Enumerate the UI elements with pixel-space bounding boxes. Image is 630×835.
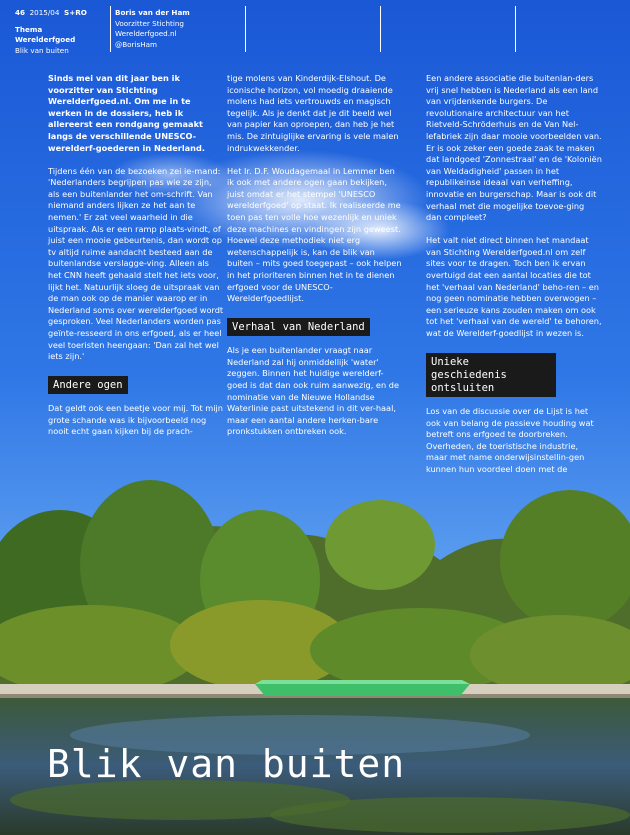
issue-date: 2015/04 [29,8,60,17]
author-name: Boris van der Ham [115,8,190,17]
article-lead: Sinds mei van dit jaar ben ik voorzitter van Stichting Werelderfgoed.nl. Om me in te werken in de dossiers, heb ik allereerst een rondgang gemaakt langs de verschillende UNESCO-werelderf-goederen in Nederland. [48,73,205,153]
article-paragraph: Los van de discussie over de Lijst is het ook van belang de passieve houding wat betreft ons erfgoed te doorbreken. Overheden, de toeristische industrie, maar met name onderwijsinstellin-gen kunnen hun voordeel doen met de [426,406,594,475]
article-paragraph: Tijdens één van de bezoeken zei ie-mand: 'Nederlanders begrijpen pas wie ze zijn, als een buitenlander het om-schrift. Van niemand anders lijken ze het aan te nemen.' Er zat veel waarheid in die uitspraak. Als er een ramp plaats-vindt, of juist een mooie gebeurtenis, dan wordt op tv altijd ruime aandacht besteed aan de buitenlandse verslagge-ving. Alleen als het CNN heeft gehaald stelt het iets voor, lijkt het. Natuurlijk sloeg de uitspraak van de man ook op de manier waarop er in Nederland soms over werelderfgoed wordt gesproken. Veel Nederlanders worden pas geïnte-resseerd in ons erfgoed, als er heel veel toeristen heengaan: 'Dan zal het wel iets zijn.' [48,165,224,362]
article-paragraph: Het Ir. D.F. Woudagemaal in Lemmer ben ik ook met andere ogen gaan bekijken, juist omdat er het stempel 'UNESCO werelderfgoed' op staat. Ik realiseerde me toen pas ten volle hoe wezenlijk en uniek deze machines en vindingen zijn geweest. Hoewel deze methodiek niet erg wetenschappelijk is, kan de blik van buiten – mits goed toegepast – ook helpen in het prioriteren binnen het in te dienen erfgoed voor de UNESCO-Werelderfgoedlijst. [227,165,402,304]
article-paragraph: Een andere associatie die buitenlan-ders vrij snel hebben is Nederland als een land van vrijdenkende burgers. De revolutionaire architectuur van het Rietveld-Schröderhuis en de Van Nel-lefabriek zijn daar mooie voorbeelden van. Er is ook zeker een goede zaak te maken dat landgoed 'Zonnestraal' en de 'Koloniën van Weldadigheid' passen in het republikeinse ideaal van verheffing, innovatie en burgerschap. Maar is ook dit verhaal met die mogelijke toevoe-ging dan compleet? [426,73,602,223]
header-divider [110,6,111,52]
theme-label: Werelderfgoed [15,35,76,44]
magazine-name: S+RO [64,8,87,17]
subheading-unieke-geschiedenis: Unieke geschiedenis ontsluiten [426,353,556,397]
section-title: Blik van buiten [15,45,69,55]
article-paragraph: Dat geldt ook een beetje voor mij. Tot mijn grote schande was ik bijvoorbeeld nog nooit echt gaan kijken bij de prach- [48,403,223,437]
header-divider [515,6,516,52]
header-divider [245,6,246,52]
article-paragraph: Het valt niet direct binnen het mandaat van Stichting Werelderfgoed.nl om zelf sites voor te dragen. Toch ben ik ervan overtuigd dat een aantal locaties die tot het 'verhaal van Nederland' beho-ren – en nog geen nominatie hebben overwogen – een serieuze kans zouden maken om ook tot het 'verhaal van de wereld' te behoren, wat de Werelderf-goedlijst in wezen is. [426,235,602,338]
article-title: Blik van buiten [47,742,406,786]
author-handle: @BorisHam [115,39,158,49]
subheading-andere-ogen: Andere ogen [48,376,128,394]
header-divider [380,6,381,52]
header-issue-block [15,8,105,56]
article-paragraph: tige molens van Kinderdijk-Elshout. De iconische horizon, vol moedig draaiende molens had iets vertrouwds en magisch tegelijk. Als je denkt dat je dit beeld wel van papier kan oproepen, dan heb je het mis. De zintuiglijke ervaring is vele malen indrukwekkender. [227,73,399,153]
header-author-block [115,8,240,50]
article-column-2 [227,73,403,450]
article-column-1 [48,73,224,450]
author-site: Werelderfgoed.nl [115,29,177,38]
article-paragraph: Als je een buitenlander vraagt naar Nederland zal hij onmiddellijk 'water' zeggen. Binnen het huidige werelderf-goed is dat dan ook ruim aanwezig, en de nominatie van de Nieuwe Hollandse Waterlinie past uitstekend in dit ver-haal, maar een aantal andere herken-bare pronkstukken ontbreken ook. [227,345,399,437]
article-column-3 [426,73,602,487]
section-label: Thema [15,24,43,34]
author-role: Voorzitter Stichting [115,18,184,28]
page-number: 46 [15,8,26,17]
subheading-verhaal-van-nederland: Verhaal van Nederland [227,318,370,336]
